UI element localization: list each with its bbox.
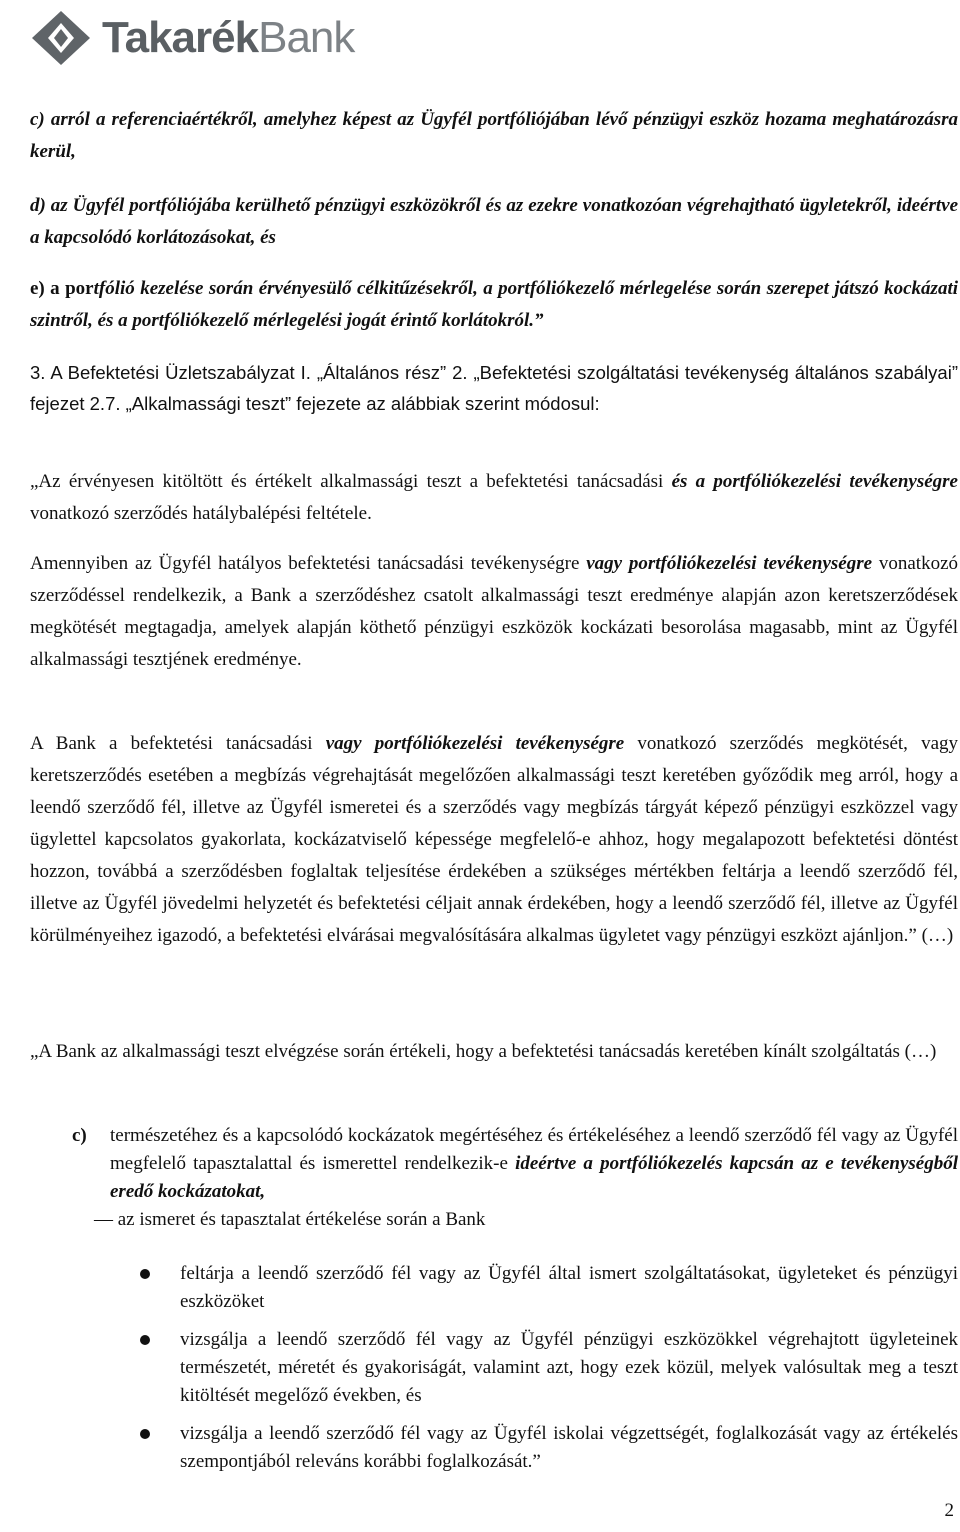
bullet-icon (140, 1429, 150, 1439)
section-3-text: 3. A Befektetési Üzletszabályzat I. „Általános rész” 2. „Befektetési szolgáltatási tevékenység általános szabályai” fejezet 2.7. „Alkalmassági teszt” fejezete az alábbiak szerint módosul: (30, 362, 958, 414)
page-number: 2 (944, 1500, 954, 1521)
quote-paragraph-4 (30, 1036, 958, 1068)
bullet-text: vizsgálja a leendő szerződő fél vagy az Ügyfél iskolai végzettségét, foglalkozását vagy az értékelés szempontjából releváns korábbi foglalkozását.” (180, 1423, 958, 1472)
quote-paragraph-3 (30, 728, 958, 952)
list-item-c (72, 1122, 958, 1206)
dash-line: — az ismeret és tapasztalat értékelése során a Bank (94, 1209, 486, 1230)
paragraph-e-text: e) a portfólió kezelése során érvényesülő célkitűzésekről, a portfóliókezelő mérlegelése során szerepet játszó kockázati szintről, és a portfóliókezelő mérlegelési jogát érintő korlátokról.” (30, 278, 958, 331)
logo-emblem-icon (30, 9, 92, 67)
paragraph-e-label: e) a por (30, 278, 94, 299)
bullet-icon (140, 1269, 150, 1279)
bullet-text: vizsgálja a leendő szerződő fél vagy az Ügyfél pénzügyi eszközökkel végrehajtott ügyleteinek természetét, méretét és gyakoriságát, valamint azt, hogy ezek közül, melyek valósultak meg a teszt kitöltését megelőző években, és (180, 1329, 958, 1406)
paragraph-c (30, 104, 958, 168)
list-item-c-text: természetéhez és a kapcsolódó kockázatok megértéséhez és értékeléséhez a leendő szerződő fél vagy az Ügyfél megfelelő tapasztalattal és ismerettel rendelkezik-e ideértve a portfóliókezelés kapcsán az e tevékenységből eredő kockázatokat, (110, 1125, 959, 1202)
quote-paragraph-1-text: „Az érvényesen kitöltött és értékelt alkalmassági teszt a befektetési tanácsadási és a portfóliókezelési tevékenységre vonatkozó szerződés hatálybalépési feltétele. (30, 471, 958, 524)
quote-paragraph-2-text: Amennyiben az Ügyfél hatályos befektetési tanácsadási tevékenységre vagy portfóliókezelési tevékenységre vonatkozó szerződéssel rendelkezik, a Bank a szerződéshez csatolt alkalmassági teszt eredménye alapján azon keretszerződések megkötését megtagadja, amelyek alapján köthető pénzügyi eszközök kockázati besorolása magasabb, mint az Ügyfél alkalmassági tesztjének eredménye. (30, 553, 958, 670)
bullet-text: feltárja a leendő szerződő fél vagy az Ügyfél által ismert szolgáltatásokat, ügyleteket és pénzügyi eszközöket (180, 1263, 958, 1312)
paragraph-c-text: c) arról a referenciaértékről, amelyhez képest az Ügyfél portfóliójában lévő pénzügyi eszköz hozama meghatározásra kerül, (30, 109, 958, 162)
bullet-list (138, 1260, 958, 1486)
paragraph-d-text: d) az Ügyfél portfóliójába kerülhető pénzügyi eszközökről és az ezekre vonatkozóan végrehajtható ügyletekről, ideértve a kapcsolódó korlátozásokat, és (30, 195, 958, 248)
list-item-c-label: c) (72, 1125, 87, 1146)
bullet-icon (140, 1335, 150, 1345)
quote-paragraph-3-text: A Bank a befektetési tanácsadási vagy portfóliókezelési tevékenységre vonatkozó szerződés megkötését, vagy keretszerződés esetében a megbízás végrehajtását megelőzően alkalmassági teszt keretében győződik meg arról, hogy a leendő szerződő fél, illetve az Ügyfél ismeretei és a szerződés vagy megbízás tárgyát képező pénzügyi eszközzel vagy ügylettel kapcsolatos gyakorlata, kockázatviselő képessége megfelelő-e ahhoz, hogy megalapozott befektetési döntést hozzon, továbbá a szerződésben foglaltak teljesítése érdekében a szükséges mértékben feltárja a leendő szerződő fél, illetve az Ügyfél jövedelmi helyzetét és befektetési céljait annak érdekében, hogy a leendő szerződő fél, illetve az Ügyfél körülményeihez igazodó, a befektetési elvárásai megvalósítására alkalmas ügyletet vagy pénzügyi eszközt ajánljon.” (…) (30, 733, 958, 946)
list-item (138, 1420, 958, 1476)
quote-paragraph-4-text: „A Bank az alkalmassági teszt elvégzése során értékeli, hogy a befektetési tanácsadás keretében kínált szolgáltatás (…) (30, 1041, 937, 1062)
quote-paragraph-2 (30, 548, 958, 676)
paragraph-e (30, 273, 958, 337)
list-item (138, 1260, 958, 1316)
paragraph-d (30, 190, 958, 254)
quote-paragraph-1 (30, 466, 958, 530)
logo-wordmark: TakarékBank (102, 13, 355, 62)
bank-logo (30, 8, 354, 68)
list-item (138, 1326, 958, 1410)
section-3 (30, 357, 958, 419)
